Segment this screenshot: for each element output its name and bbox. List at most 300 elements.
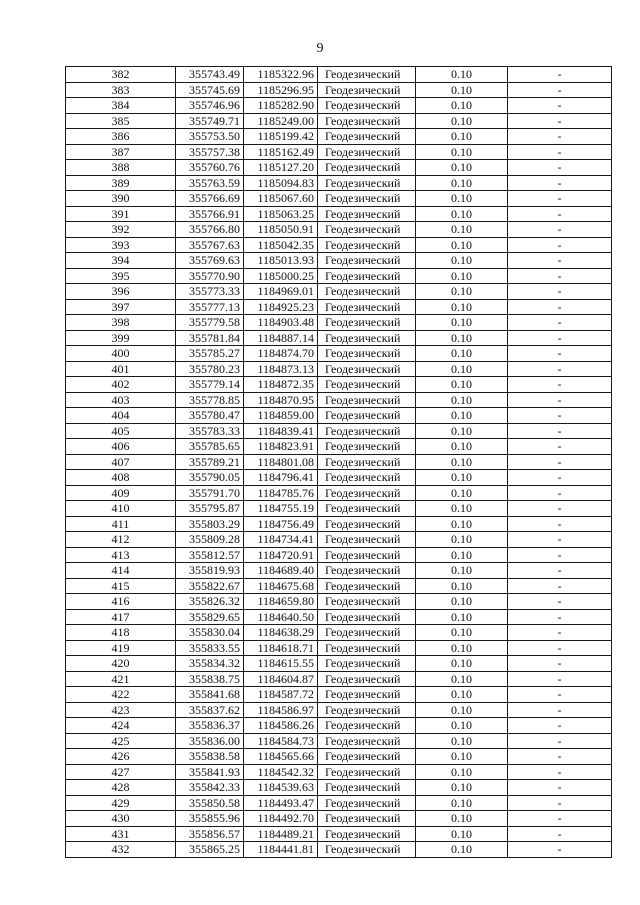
- point-number-cell: 395: [66, 268, 176, 284]
- point-number-cell: 430: [66, 811, 176, 827]
- error-cell: 0.10: [416, 780, 508, 796]
- y-coordinate-cell: 1184720.91: [244, 547, 318, 563]
- error-cell: 0.10: [416, 160, 508, 176]
- y-coordinate-cell: 1184618.71: [244, 640, 318, 656]
- dash-cell: -: [508, 129, 612, 145]
- method-cell: Геодезический: [318, 361, 416, 377]
- y-coordinate-cell: 1185013.93: [244, 253, 318, 269]
- table-row: [66, 82, 612, 98]
- error-cell: 0.10: [416, 547, 508, 563]
- dash-cell: -: [508, 160, 612, 176]
- table-row: [66, 516, 612, 532]
- table-row: [66, 733, 612, 749]
- method-cell: Геодезический: [318, 315, 416, 331]
- dash-cell: -: [508, 191, 612, 207]
- error-cell: 0.10: [416, 687, 508, 703]
- dash-cell: -: [508, 640, 612, 656]
- table-row: [66, 532, 612, 548]
- method-cell: Геодезический: [318, 780, 416, 796]
- x-coordinate-cell: 355766.91: [176, 206, 244, 222]
- point-number-cell: 415: [66, 578, 176, 594]
- dash-cell: -: [508, 485, 612, 501]
- point-number-cell: 386: [66, 129, 176, 145]
- dash-cell: -: [508, 532, 612, 548]
- y-coordinate-cell: 1185000.25: [244, 268, 318, 284]
- table-row: [66, 206, 612, 222]
- table-row: [66, 749, 612, 765]
- table-row: [66, 764, 612, 780]
- method-cell: Геодезический: [318, 222, 416, 238]
- error-cell: 0.10: [416, 439, 508, 455]
- point-number-cell: 410: [66, 501, 176, 517]
- dash-cell: -: [508, 826, 612, 842]
- point-number-cell: 427: [66, 764, 176, 780]
- point-number-cell: 404: [66, 408, 176, 424]
- point-number-cell: 382: [66, 67, 176, 83]
- method-cell: Геодезический: [318, 284, 416, 300]
- method-cell: Геодезический: [318, 237, 416, 253]
- dash-cell: -: [508, 625, 612, 641]
- error-cell: 0.10: [416, 532, 508, 548]
- y-coordinate-cell: 1185063.25: [244, 206, 318, 222]
- table-row: [66, 299, 612, 315]
- table-row: [66, 702, 612, 718]
- point-number-cell: 383: [66, 82, 176, 98]
- x-coordinate-cell: 355781.84: [176, 330, 244, 346]
- x-coordinate-cell: 355790.05: [176, 470, 244, 486]
- error-cell: 0.10: [416, 253, 508, 269]
- dash-cell: -: [508, 609, 612, 625]
- error-cell: 0.10: [416, 625, 508, 641]
- point-number-cell: 390: [66, 191, 176, 207]
- point-number-cell: 402: [66, 377, 176, 393]
- dash-cell: -: [508, 656, 612, 672]
- method-cell: Геодезический: [318, 98, 416, 114]
- x-coordinate-cell: 355803.29: [176, 516, 244, 532]
- x-coordinate-cell: 355829.65: [176, 609, 244, 625]
- error-cell: 0.10: [416, 315, 508, 331]
- point-number-cell: 409: [66, 485, 176, 501]
- method-cell: Геодезический: [318, 594, 416, 610]
- x-coordinate-cell: 355766.69: [176, 191, 244, 207]
- y-coordinate-cell: 1184796.41: [244, 470, 318, 486]
- error-cell: 0.10: [416, 67, 508, 83]
- method-cell: Геодезический: [318, 501, 416, 517]
- table-row: [66, 671, 612, 687]
- x-coordinate-cell: 355760.76: [176, 160, 244, 176]
- method-cell: Геодезический: [318, 532, 416, 548]
- method-cell: Геодезический: [318, 470, 416, 486]
- x-coordinate-cell: 355766.80: [176, 222, 244, 238]
- error-cell: 0.10: [416, 330, 508, 346]
- table-row: [66, 470, 612, 486]
- point-number-cell: 403: [66, 392, 176, 408]
- error-cell: 0.10: [416, 175, 508, 191]
- error-cell: 0.10: [416, 222, 508, 238]
- method-cell: Геодезический: [318, 671, 416, 687]
- table-row: [66, 780, 612, 796]
- method-cell: Геодезический: [318, 625, 416, 641]
- x-coordinate-cell: 355836.37: [176, 718, 244, 734]
- point-number-cell: 389: [66, 175, 176, 191]
- error-cell: 0.10: [416, 408, 508, 424]
- method-cell: Геодезический: [318, 175, 416, 191]
- y-coordinate-cell: 1184801.08: [244, 454, 318, 470]
- dash-cell: -: [508, 501, 612, 517]
- x-coordinate-cell: 355785.65: [176, 439, 244, 455]
- x-coordinate-cell: 355865.25: [176, 842, 244, 858]
- table-row: [66, 160, 612, 176]
- table-row: [66, 98, 612, 114]
- dash-cell: -: [508, 454, 612, 470]
- error-cell: 0.10: [416, 454, 508, 470]
- x-coordinate-cell: 355757.38: [176, 144, 244, 160]
- y-coordinate-cell: 1184489.21: [244, 826, 318, 842]
- y-coordinate-cell: 1184872.35: [244, 377, 318, 393]
- dash-cell: -: [508, 718, 612, 734]
- y-coordinate-cell: 1184734.41: [244, 532, 318, 548]
- error-cell: 0.10: [416, 206, 508, 222]
- dash-cell: -: [508, 330, 612, 346]
- dash-cell: -: [508, 268, 612, 284]
- dash-cell: -: [508, 687, 612, 703]
- error-cell: 0.10: [416, 346, 508, 362]
- x-coordinate-cell: 355745.69: [176, 82, 244, 98]
- point-number-cell: 406: [66, 439, 176, 455]
- y-coordinate-cell: 1184565.66: [244, 749, 318, 765]
- dash-cell: -: [508, 361, 612, 377]
- table-row: [66, 594, 612, 610]
- error-cell: 0.10: [416, 82, 508, 98]
- dash-cell: -: [508, 671, 612, 687]
- y-coordinate-cell: 1184604.87: [244, 671, 318, 687]
- x-coordinate-cell: 355770.90: [176, 268, 244, 284]
- y-coordinate-cell: 1185162.49: [244, 144, 318, 160]
- dash-cell: -: [508, 764, 612, 780]
- error-cell: 0.10: [416, 594, 508, 610]
- table-row: [66, 718, 612, 734]
- table-row: [66, 268, 612, 284]
- error-cell: 0.10: [416, 749, 508, 765]
- y-coordinate-cell: 1184873.13: [244, 361, 318, 377]
- table-row: [66, 408, 612, 424]
- point-number-cell: 400: [66, 346, 176, 362]
- y-coordinate-cell: 1184785.76: [244, 485, 318, 501]
- dash-cell: -: [508, 175, 612, 191]
- x-coordinate-cell: 355743.49: [176, 67, 244, 83]
- dash-cell: -: [508, 144, 612, 160]
- x-coordinate-cell: 355753.50: [176, 129, 244, 145]
- error-cell: 0.10: [416, 842, 508, 858]
- x-coordinate-cell: 355838.75: [176, 671, 244, 687]
- error-cell: 0.10: [416, 237, 508, 253]
- x-coordinate-cell: 355767.63: [176, 237, 244, 253]
- method-cell: Геодезический: [318, 408, 416, 424]
- point-number-cell: 426: [66, 749, 176, 765]
- y-coordinate-cell: 1184839.41: [244, 423, 318, 439]
- point-number-cell: 393: [66, 237, 176, 253]
- method-cell: Геодезический: [318, 67, 416, 83]
- table-row: [66, 485, 612, 501]
- y-coordinate-cell: 1184493.47: [244, 795, 318, 811]
- table-row: [66, 609, 612, 625]
- point-number-cell: 397: [66, 299, 176, 315]
- dash-cell: -: [508, 702, 612, 718]
- x-coordinate-cell: 355746.96: [176, 98, 244, 114]
- error-cell: 0.10: [416, 470, 508, 486]
- y-coordinate-cell: 1184638.29: [244, 625, 318, 641]
- error-cell: 0.10: [416, 563, 508, 579]
- error-cell: 0.10: [416, 826, 508, 842]
- table-row: [66, 175, 612, 191]
- table-row: [66, 454, 612, 470]
- point-number-cell: 417: [66, 609, 176, 625]
- x-coordinate-cell: 355822.67: [176, 578, 244, 594]
- dash-cell: -: [508, 299, 612, 315]
- point-number-cell: 396: [66, 284, 176, 300]
- table-row: [66, 423, 612, 439]
- method-cell: Геодезический: [318, 702, 416, 718]
- point-number-cell: 414: [66, 563, 176, 579]
- x-coordinate-cell: 355842.33: [176, 780, 244, 796]
- table-row: [66, 842, 612, 858]
- error-cell: 0.10: [416, 98, 508, 114]
- point-number-cell: 424: [66, 718, 176, 734]
- point-number-cell: 385: [66, 113, 176, 129]
- error-cell: 0.10: [416, 284, 508, 300]
- point-number-cell: 419: [66, 640, 176, 656]
- x-coordinate-cell: 355837.62: [176, 702, 244, 718]
- table-row: [66, 144, 612, 160]
- x-coordinate-cell: 355780.23: [176, 361, 244, 377]
- y-coordinate-cell: 1184586.97: [244, 702, 318, 718]
- y-coordinate-cell: 1185249.00: [244, 113, 318, 129]
- table-row: [66, 129, 612, 145]
- y-coordinate-cell: 1185199.42: [244, 129, 318, 145]
- method-cell: Геодезический: [318, 640, 416, 656]
- y-coordinate-cell: 1184542.32: [244, 764, 318, 780]
- method-cell: Геодезический: [318, 268, 416, 284]
- error-cell: 0.10: [416, 113, 508, 129]
- y-coordinate-cell: 1184870.95: [244, 392, 318, 408]
- point-number-cell: 401: [66, 361, 176, 377]
- table-row: [66, 237, 612, 253]
- x-coordinate-cell: 355763.59: [176, 175, 244, 191]
- table-row: [66, 625, 612, 641]
- dash-cell: -: [508, 795, 612, 811]
- dash-cell: -: [508, 346, 612, 362]
- point-number-cell: 422: [66, 687, 176, 703]
- table-row: [66, 315, 612, 331]
- y-coordinate-cell: 1184539.63: [244, 780, 318, 796]
- y-coordinate-cell: 1184756.49: [244, 516, 318, 532]
- point-number-cell: 420: [66, 656, 176, 672]
- x-coordinate-cell: 355826.32: [176, 594, 244, 610]
- table-row: [66, 392, 612, 408]
- table-row: [66, 811, 612, 827]
- error-cell: 0.10: [416, 361, 508, 377]
- dash-cell: -: [508, 315, 612, 331]
- dash-cell: -: [508, 237, 612, 253]
- dash-cell: -: [508, 547, 612, 563]
- table-row: [66, 361, 612, 377]
- method-cell: Геодезический: [318, 687, 416, 703]
- method-cell: Геодезический: [318, 563, 416, 579]
- x-coordinate-cell: 355779.14: [176, 377, 244, 393]
- point-number-cell: 391: [66, 206, 176, 222]
- method-cell: Геодезический: [318, 299, 416, 315]
- dash-cell: -: [508, 253, 612, 269]
- error-cell: 0.10: [416, 299, 508, 315]
- y-coordinate-cell: 1184925.23: [244, 299, 318, 315]
- table-row: [66, 578, 612, 594]
- method-cell: Геодезический: [318, 718, 416, 734]
- point-number-cell: 394: [66, 253, 176, 269]
- point-number-cell: 407: [66, 454, 176, 470]
- error-cell: 0.10: [416, 423, 508, 439]
- error-cell: 0.10: [416, 640, 508, 656]
- error-cell: 0.10: [416, 129, 508, 145]
- method-cell: Геодезический: [318, 144, 416, 160]
- error-cell: 0.10: [416, 795, 508, 811]
- table-row: [66, 222, 612, 238]
- method-cell: Геодезический: [318, 113, 416, 129]
- dash-cell: -: [508, 392, 612, 408]
- method-cell: Геодезический: [318, 609, 416, 625]
- dash-cell: -: [508, 67, 612, 83]
- error-cell: 0.10: [416, 671, 508, 687]
- table-row: [66, 563, 612, 579]
- error-cell: 0.10: [416, 144, 508, 160]
- table-row: [66, 687, 612, 703]
- error-cell: 0.10: [416, 702, 508, 718]
- method-cell: Геодезический: [318, 811, 416, 827]
- point-number-cell: 413: [66, 547, 176, 563]
- table-row: [66, 795, 612, 811]
- y-coordinate-cell: 1185067.60: [244, 191, 318, 207]
- point-number-cell: 392: [66, 222, 176, 238]
- method-cell: Геодезический: [318, 423, 416, 439]
- y-coordinate-cell: 1184859.00: [244, 408, 318, 424]
- error-cell: 0.10: [416, 392, 508, 408]
- dash-cell: -: [508, 842, 612, 858]
- point-number-cell: 418: [66, 625, 176, 641]
- x-coordinate-cell: 355833.55: [176, 640, 244, 656]
- point-number-cell: 384: [66, 98, 176, 114]
- y-coordinate-cell: 1184587.72: [244, 687, 318, 703]
- dash-cell: -: [508, 470, 612, 486]
- coordinates-table-body: [66, 67, 612, 858]
- method-cell: Геодезический: [318, 439, 416, 455]
- x-coordinate-cell: 355809.28: [176, 532, 244, 548]
- dash-cell: -: [508, 408, 612, 424]
- error-cell: 0.10: [416, 578, 508, 594]
- point-number-cell: 428: [66, 780, 176, 796]
- y-coordinate-cell: 1184969.01: [244, 284, 318, 300]
- method-cell: Геодезический: [318, 749, 416, 765]
- dash-cell: -: [508, 423, 612, 439]
- method-cell: Геодезический: [318, 764, 416, 780]
- dash-cell: -: [508, 206, 612, 222]
- x-coordinate-cell: 355789.21: [176, 454, 244, 470]
- x-coordinate-cell: 355777.13: [176, 299, 244, 315]
- table-row: [66, 253, 612, 269]
- dash-cell: -: [508, 516, 612, 532]
- method-cell: Геодезический: [318, 377, 416, 393]
- y-coordinate-cell: 1184903.48: [244, 315, 318, 331]
- x-coordinate-cell: 355779.58: [176, 315, 244, 331]
- x-coordinate-cell: 355841.93: [176, 764, 244, 780]
- method-cell: Геодезический: [318, 842, 416, 858]
- method-cell: Геодезический: [318, 578, 416, 594]
- point-number-cell: 405: [66, 423, 176, 439]
- point-number-cell: 399: [66, 330, 176, 346]
- y-coordinate-cell: 1184615.55: [244, 656, 318, 672]
- y-coordinate-cell: 1185127.20: [244, 160, 318, 176]
- method-cell: Геодезический: [318, 516, 416, 532]
- y-coordinate-cell: 1184584.73: [244, 733, 318, 749]
- point-number-cell: 432: [66, 842, 176, 858]
- point-number-cell: 425: [66, 733, 176, 749]
- table-row: [66, 826, 612, 842]
- x-coordinate-cell: 355769.63: [176, 253, 244, 269]
- x-coordinate-cell: 355791.70: [176, 485, 244, 501]
- y-coordinate-cell: 1184441.81: [244, 842, 318, 858]
- x-coordinate-cell: 355773.33: [176, 284, 244, 300]
- y-coordinate-cell: 1185322.96: [244, 67, 318, 83]
- method-cell: Геодезический: [318, 191, 416, 207]
- x-coordinate-cell: 355836.00: [176, 733, 244, 749]
- method-cell: Геодезический: [318, 392, 416, 408]
- point-number-cell: 429: [66, 795, 176, 811]
- y-coordinate-cell: 1184823.91: [244, 439, 318, 455]
- y-coordinate-cell: 1184874.70: [244, 346, 318, 362]
- table-row: [66, 377, 612, 393]
- method-cell: Геодезический: [318, 346, 416, 362]
- error-cell: 0.10: [416, 811, 508, 827]
- dash-cell: -: [508, 733, 612, 749]
- point-number-cell: 416: [66, 594, 176, 610]
- point-number-cell: 388: [66, 160, 176, 176]
- error-cell: 0.10: [416, 501, 508, 517]
- method-cell: Геодезический: [318, 160, 416, 176]
- error-cell: 0.10: [416, 485, 508, 501]
- y-coordinate-cell: 1185094.83: [244, 175, 318, 191]
- x-coordinate-cell: 355749.71: [176, 113, 244, 129]
- y-coordinate-cell: 1185282.90: [244, 98, 318, 114]
- x-coordinate-cell: 355812.57: [176, 547, 244, 563]
- coordinates-table: [65, 66, 612, 858]
- method-cell: Геодезический: [318, 795, 416, 811]
- dash-cell: -: [508, 439, 612, 455]
- dash-cell: -: [508, 780, 612, 796]
- error-cell: 0.10: [416, 718, 508, 734]
- point-number-cell: 398: [66, 315, 176, 331]
- table-row: [66, 191, 612, 207]
- x-coordinate-cell: 355778.85: [176, 392, 244, 408]
- dash-cell: -: [508, 113, 612, 129]
- dash-cell: -: [508, 82, 612, 98]
- y-coordinate-cell: 1184755.19: [244, 501, 318, 517]
- table-row: [66, 67, 612, 83]
- table-row: [66, 346, 612, 362]
- y-coordinate-cell: 1184492.70: [244, 811, 318, 827]
- x-coordinate-cell: 355830.04: [176, 625, 244, 641]
- error-cell: 0.10: [416, 764, 508, 780]
- table-row: [66, 330, 612, 346]
- y-coordinate-cell: 1184640.50: [244, 609, 318, 625]
- dash-cell: -: [508, 594, 612, 610]
